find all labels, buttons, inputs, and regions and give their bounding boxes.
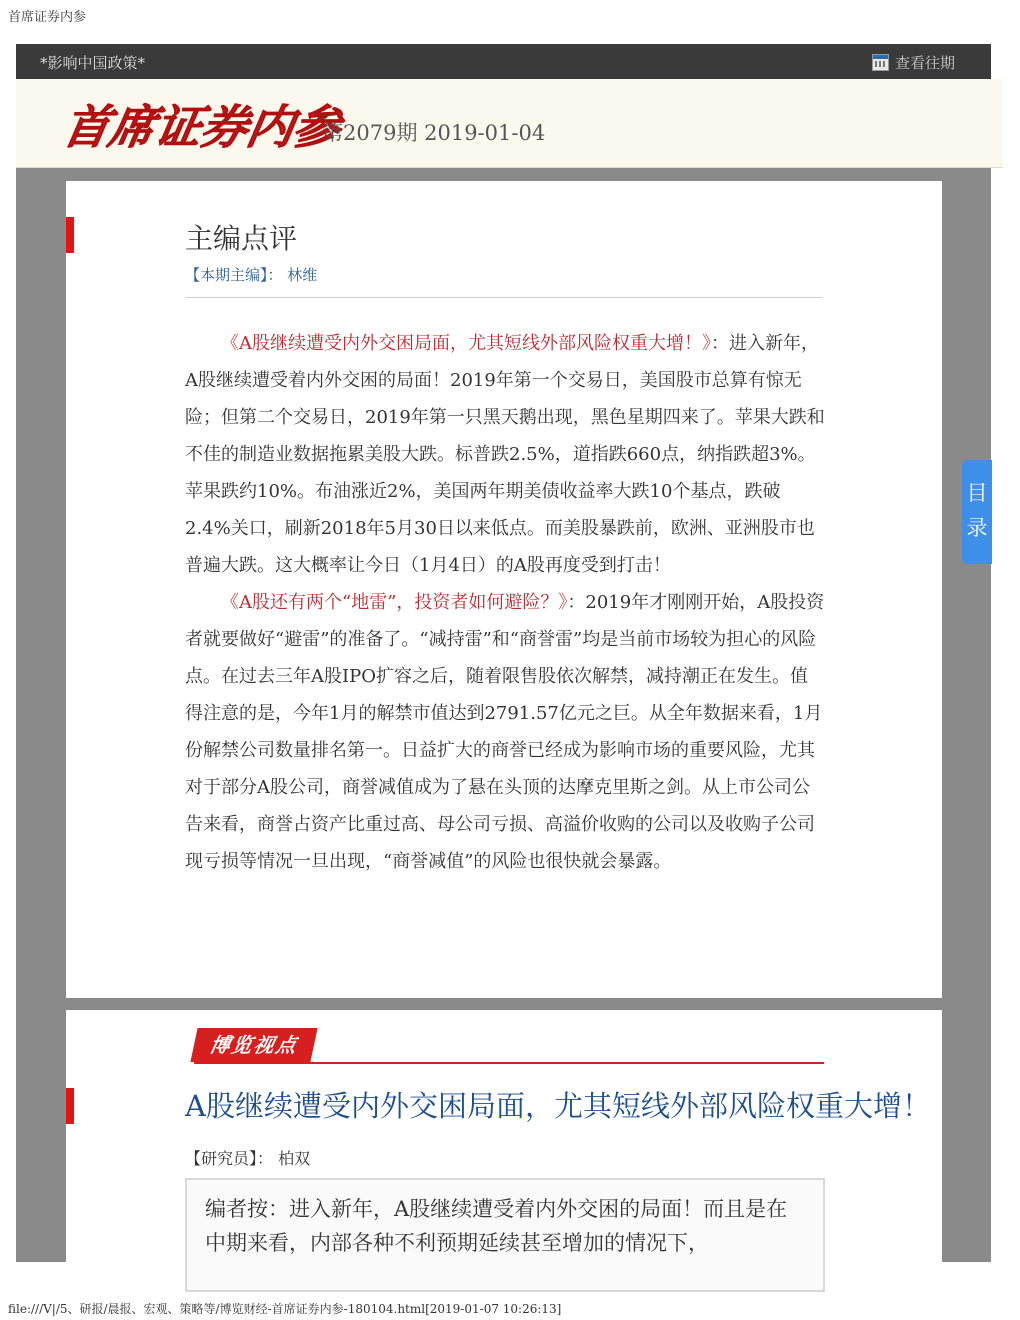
slogan: *影响中国政策* [40,54,146,72]
article-title: A股继续遭受内外交困局面，尤其短线外部风险权重大增！ [185,1089,931,1123]
paragraph-text: ：2019年才刚刚开始，A股投资者就要做好“避雷”的准备了。“减持雷”和“商誉雷”均是当前市场较为担心的风险点。在过去三年A股IPO扩容之后，随着限售股依次解禁，减持潮正在发生。值得注意的是，今年1月的解禁市值达到2791.57亿元之巨。从全年数据来看，1月份解禁公司数量排名第一。日益扩大的商誉已经成为影响市场的重要风险，尤其对于部分A股公司，商誉减值成为了悬在头顶的达摩克里斯之剑。从上市公司公告来看，商誉占资产比重过高、母公司亏损、高溢价收购的公司以及收购子公司现亏损等情况一旦出现，“商誉减值”的风险也很快就会暴露。 [185,592,825,872]
tag-underline [194,1062,824,1064]
editor-comment-body [185,325,825,880]
comment-paragraph [185,584,825,880]
toc-label-2: 录 [966,516,988,540]
toc-tab[interactable] [962,460,992,564]
article-marker [66,1088,74,1124]
paragraph-text: ：进入新年，A股继续遭受着内外交困的局面！2019年第一个交易日，美国股市总算有惊无险；但第二个交易日，2019年第一只黑天鹅出现，黑色星期四来了。苹果大跌和不佳的制造业数据拖累美股大跌。标普跌2.5%，道指跌660点，纳指跌超3%。苹果跌约10%。布油涨近2%，美国两年期美债收益率大跌10个基点，跌破2.4%关口，刷新2018年5月30日以来低点。而美股暴跌前，欧洲、亚洲股市也普遍大跌。这大概率让今日（1月4日）的A股再度受到打击！ [185,333,825,576]
section-title: 主编点评 [185,222,298,255]
archive-link[interactable] [872,52,955,73]
editor-label: 【本期主编】： [185,266,283,284]
editor-note: 编者按：进入新年，A股继续遭受着内外交困的局面！而且是在中期来看，内部各种不利预期延续甚至增加的情况下， [205,1197,788,1255]
logo [58,91,345,157]
article-link[interactable]: 《A股还有两个“地雷”，投资者如何避险？》 [221,592,568,613]
archive-label: 查看往期 [894,54,955,72]
masthead [16,79,1003,168]
toc-label-1: 目 [966,481,988,505]
comment-paragraph [185,325,825,584]
calendar-icon [872,54,889,71]
article-card [66,1010,942,1280]
researcher-line [185,1146,310,1169]
article-link[interactable]: 《A股继续遭受内外交困局面，尤其短线外部风险权重大增！》 [221,333,711,354]
logo-text: 首席证券内参 [58,100,345,154]
researcher-label: 【研究员】： [185,1149,274,1168]
top-bar [16,44,991,79]
editor-note-box [185,1178,825,1292]
divider [185,297,823,298]
browser-title: 首席证券内参 [8,10,87,25]
footer-path: file:///V|/5、研报/晨报、宏观、策略等/博览财经-首席证券内参-180104.html[2019-01-07 10:26:13] [8,1302,562,1316]
editor-comment-card [66,181,942,998]
section-marker [66,217,74,253]
issue-info: 第2079期 2019-01-04 [322,121,546,145]
editor-name[interactable]: 林维 [287,266,318,284]
editor-line [185,264,317,285]
researcher-name: 柏双 [278,1149,311,1168]
section-tag: 博览视点 [190,1028,317,1062]
page-container [16,44,991,1262]
